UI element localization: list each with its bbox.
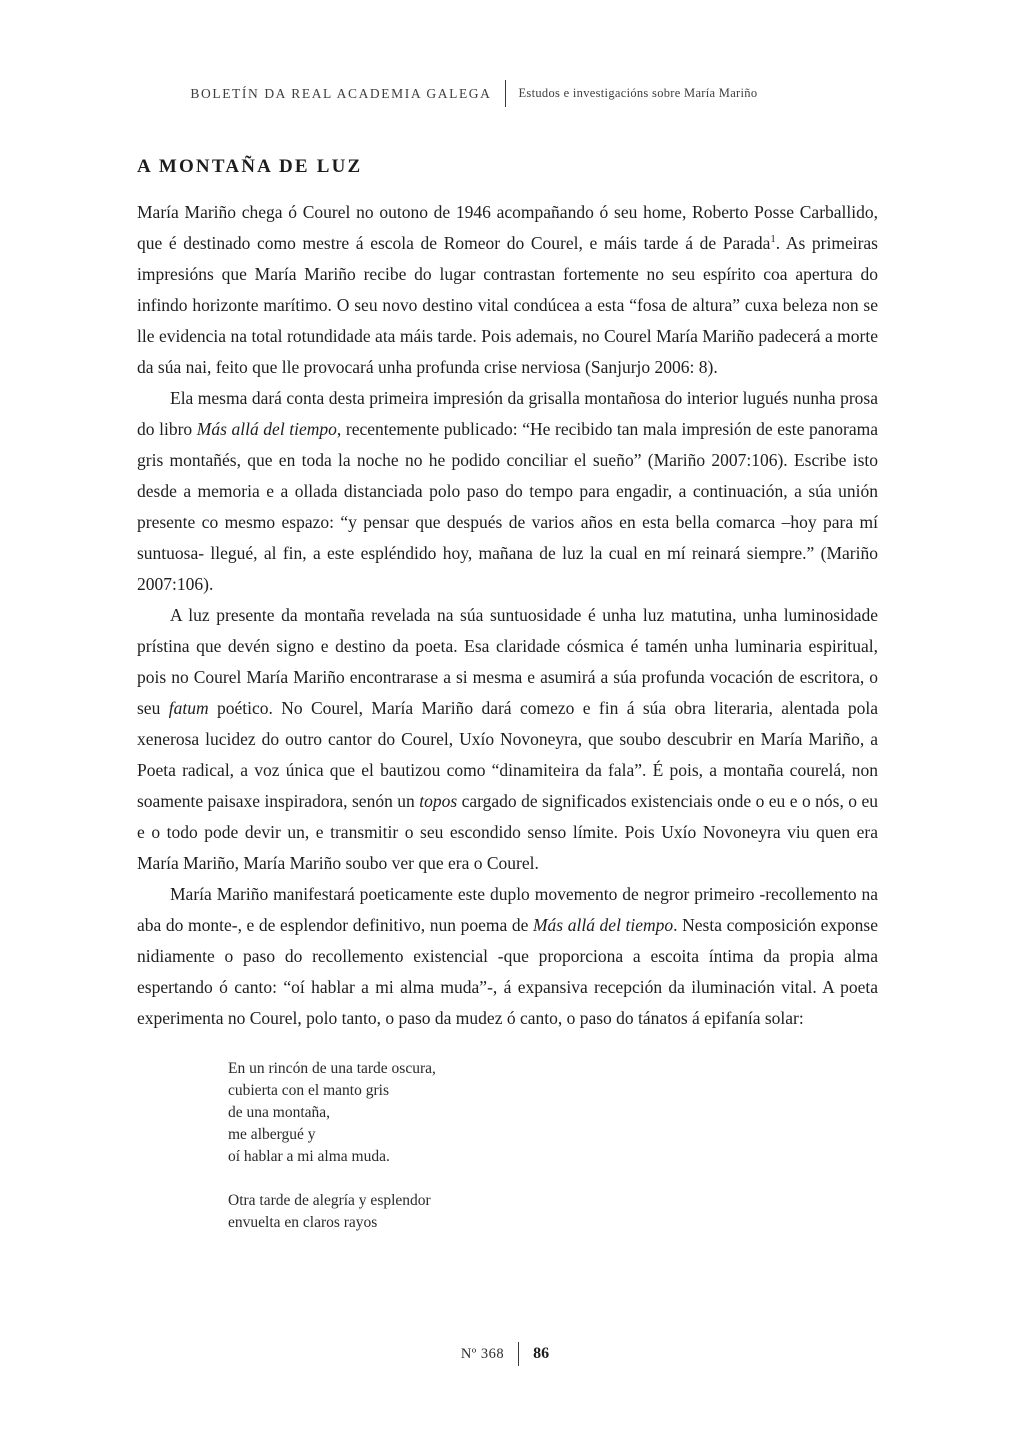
footnote-ref: 1 <box>770 233 776 246</box>
poem-line: En un rincón de una tarde oscura, <box>228 1060 436 1077</box>
poem-line: oí hablar a mi alma muda. <box>228 1148 390 1165</box>
paragraph <box>137 197 878 383</box>
section-title: Estudos e investigacións sobre María Mariño <box>518 86 758 100</box>
journal-title: BOLETÍN DA REAL ACADEMIA GALEGA <box>190 85 492 101</box>
text-run: María Mariño chega ó Courel no outono de 1946 acompañando ó seu home, Roberto Posse Carballido, que é destinado como mestre á escola de Romeor do Courel, e máis tarde á de Parada <box>137 202 878 253</box>
body-text <box>137 197 878 1234</box>
text-run: poético. No Courel, María Mariño dará comezo e fin á súa obra literaria, alentada pola xenerosa lucidez do outro cantor do Courel, Uxío Novoneyra, que soubo descubrir en María Mariño, a Poeta radical, a voz única que el bautizou como “dinamiteira da fala”. É pois, a montaña courelá, non soamente paisaxe inspiradora, senón un <box>137 698 878 811</box>
text-run: Ela mesma dará conta desta primeira impresión da grisalla montañosa do interior lugués nunha prosa do libro <box>137 388 878 439</box>
paragraph <box>137 383 878 600</box>
poem-line: cubierta con el manto gris <box>228 1082 389 1099</box>
page-footer <box>0 1342 1010 1366</box>
poem <box>228 1058 878 1234</box>
text-run: . Nesta composición exponse nidiamente o paso do recollemento existencial -que proporciona a escoita íntima da propia alma espertando ó canto: “oí hablar a mi alma muda”-, á expansiva recepción da iluminación vital. A poeta experimenta no Courel, polo tanto, o paso da mudez ó canto, o paso do tánatos á epifanía solar: <box>137 915 878 1028</box>
italic-text: topos <box>419 791 458 811</box>
text-run: , recentemente publicado: “He recibido tan mala impresión de este panorama gris montañés, que en toda la noche no he podido conciliar el sueño” (Mariño 2007:106). Escribe isto desde a memoria e a ollada distanciada polo paso do tempo para engadir, a continuación, a súa unión presente co mesmo espazo: “y pensar que después de varios años en esta bella comarca –hoy para mí suntuosa- llegué, al fin, a este espléndido hoy, mañana de luz la cual en mí reinará siempre.” (Mariño 2007:106). <box>137 419 878 594</box>
italic-text: fatum <box>168 698 209 718</box>
text-run: cargado de significados existenciais onde o eu e o nós, o eu e o todo pode devir un, e transmitir o seu escondido senso límite. Pois Uxío Novoneyra viu quen era María Mariño, María Mariño soubo ver que era o Courel. <box>137 791 878 873</box>
italic-text: Más allá del tiempo <box>532 915 674 935</box>
poem-line: de una montaña, <box>228 1104 331 1121</box>
article-title: A MONTAÑA DE LUZ <box>137 156 363 177</box>
poem-line: envuelta en claros rayos <box>228 1214 378 1231</box>
poem-stanza <box>228 1190 878 1234</box>
text-run: . As primeiras impresións que María Mariño recibe do lugar contrastan fortemente no seu espírito coa apertura do infindo horizonte marítimo. O seu novo destino vital condúcea a esta “fosa de altura” cuxa beleza non se lle evidencia na total rotundidade ata máis tarde. Pois ademais, no Courel María Mariño padecerá a morte da súa nai, feito que lle provocará unha profunda crise nerviosa (Sanjurjo 2006: 8). <box>137 233 878 377</box>
poem-line: Otra tarde de alegría y esplendor <box>228 1192 431 1209</box>
journal-header <box>0 80 1010 107</box>
poem-stanza <box>228 1058 878 1168</box>
poem-line: me albergué y <box>228 1126 316 1143</box>
text-run: María Mariño manifestará poeticamente este duplo movemento de negror primeiro -recollemento na aba do monte-, e de esplendor definitivo, nun poema de <box>137 884 878 935</box>
page-number: 86 <box>533 1345 550 1362</box>
paragraph <box>137 600 878 879</box>
paragraph <box>137 879 878 1034</box>
paragraphs <box>137 197 878 1034</box>
text-run: A luz presente da montaña revelada na súa suntuosidade é unha luz matutina, unha luminosidade prístina que devén signo e destino da poeta. Esa claridade cósmica é tamén unha luminaria espiritual, pois no Courel María Mariño encontrarase a si mesma e asumirá a súa profunda vocación de escritora, o seu <box>137 605 878 718</box>
footer-divider <box>518 1342 519 1366</box>
italic-text: Más allá del tiempo <box>196 419 337 439</box>
issue-number: Nº 368 <box>460 1345 505 1362</box>
